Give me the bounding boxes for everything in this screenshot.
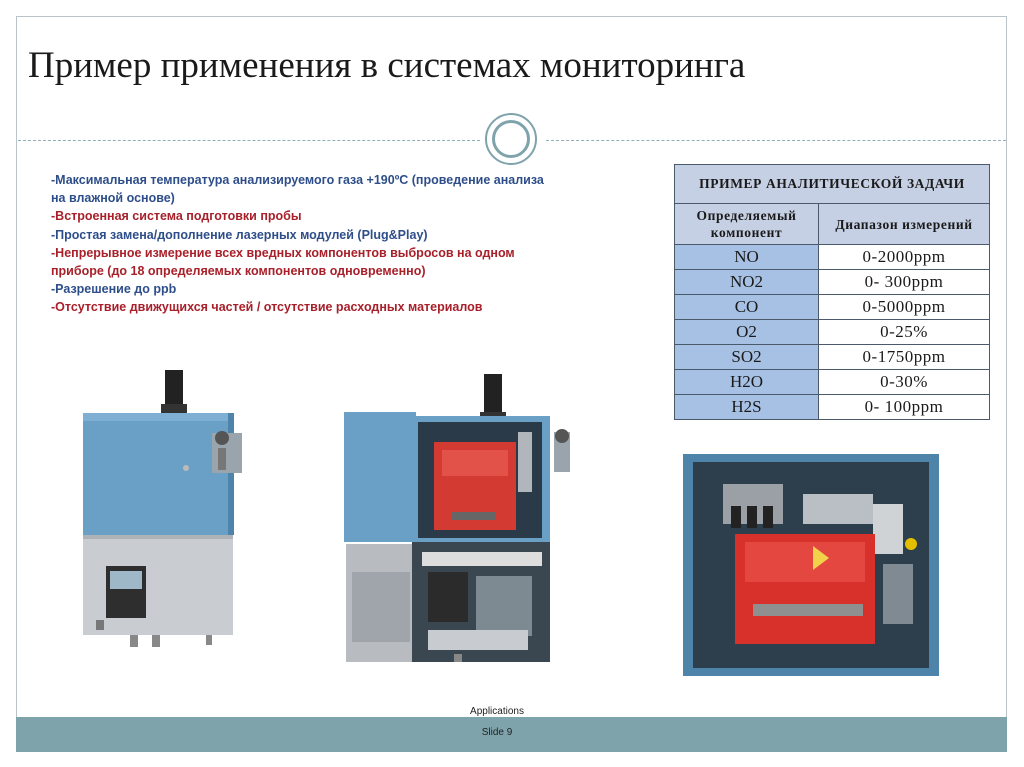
table-row [675, 320, 990, 345]
title-divider-left [18, 140, 480, 141]
range-cell: 0-30% [819, 370, 990, 395]
analyzer-interior-photo [683, 454, 939, 676]
range-cell: 0-5000ppm [819, 295, 990, 320]
range-cell: 0-1750ppm [819, 345, 990, 370]
slide-title: Пример применения в системах мониторинга [28, 45, 746, 86]
component-cell: NO2 [675, 270, 819, 295]
range-cell: 0-2000ppm [819, 245, 990, 270]
footer-section-label: Applications [470, 706, 524, 717]
component-cell: SO2 [675, 345, 819, 370]
table-row [675, 370, 990, 395]
feature-item: -Максимальная температура анализируемого газа +190ºС (проведение анализа на влажной основе) [51, 173, 544, 206]
column-header-component: Определяемый компонент [675, 204, 819, 245]
component-cell: O2 [675, 320, 819, 345]
feature-item: -Встроенная система подготовки пробы [51, 209, 302, 224]
component-cell: CO [675, 295, 819, 320]
title-divider-right [546, 140, 1006, 141]
feature-item: -Непрерывное измерение всех вредных компонентов выбросов на одном приборе (до 18 определяемых компонентов одновременно) [51, 245, 515, 279]
table-row [675, 295, 990, 320]
component-cell: H2O [675, 370, 819, 395]
component-cell: NO [675, 245, 819, 270]
table-title: ПРИМЕР АНАЛИТИЧЕСКОЙ ЗАДАЧИ [675, 165, 990, 204]
analyzer-closed-photo [78, 368, 250, 660]
analyzer-open-photo [342, 372, 588, 664]
table-row [675, 245, 990, 270]
feature-item: -Отсутствие движущихся частей / отсутствие расходных материалов [51, 300, 483, 315]
range-cell: 0-25% [819, 320, 990, 345]
feature-item: -Разрешение до ppb [51, 282, 177, 297]
table-row [675, 270, 990, 295]
analytical-task-table [674, 164, 990, 420]
table-row [675, 395, 990, 420]
feature-list [51, 171, 551, 317]
divider-ring-ornament [485, 113, 537, 165]
range-cell: 0- 300ppm [819, 270, 990, 295]
feature-item: -Простая замена/дополнение лазерных модулей (Plug&Play) [51, 227, 428, 242]
range-cell: 0- 100ppm [819, 395, 990, 420]
footer-slide-number: Slide 9 [481, 727, 513, 738]
column-header-range: Диапазон измерений [819, 204, 990, 245]
component-cell: H2S [675, 395, 819, 420]
table-row [675, 345, 990, 370]
